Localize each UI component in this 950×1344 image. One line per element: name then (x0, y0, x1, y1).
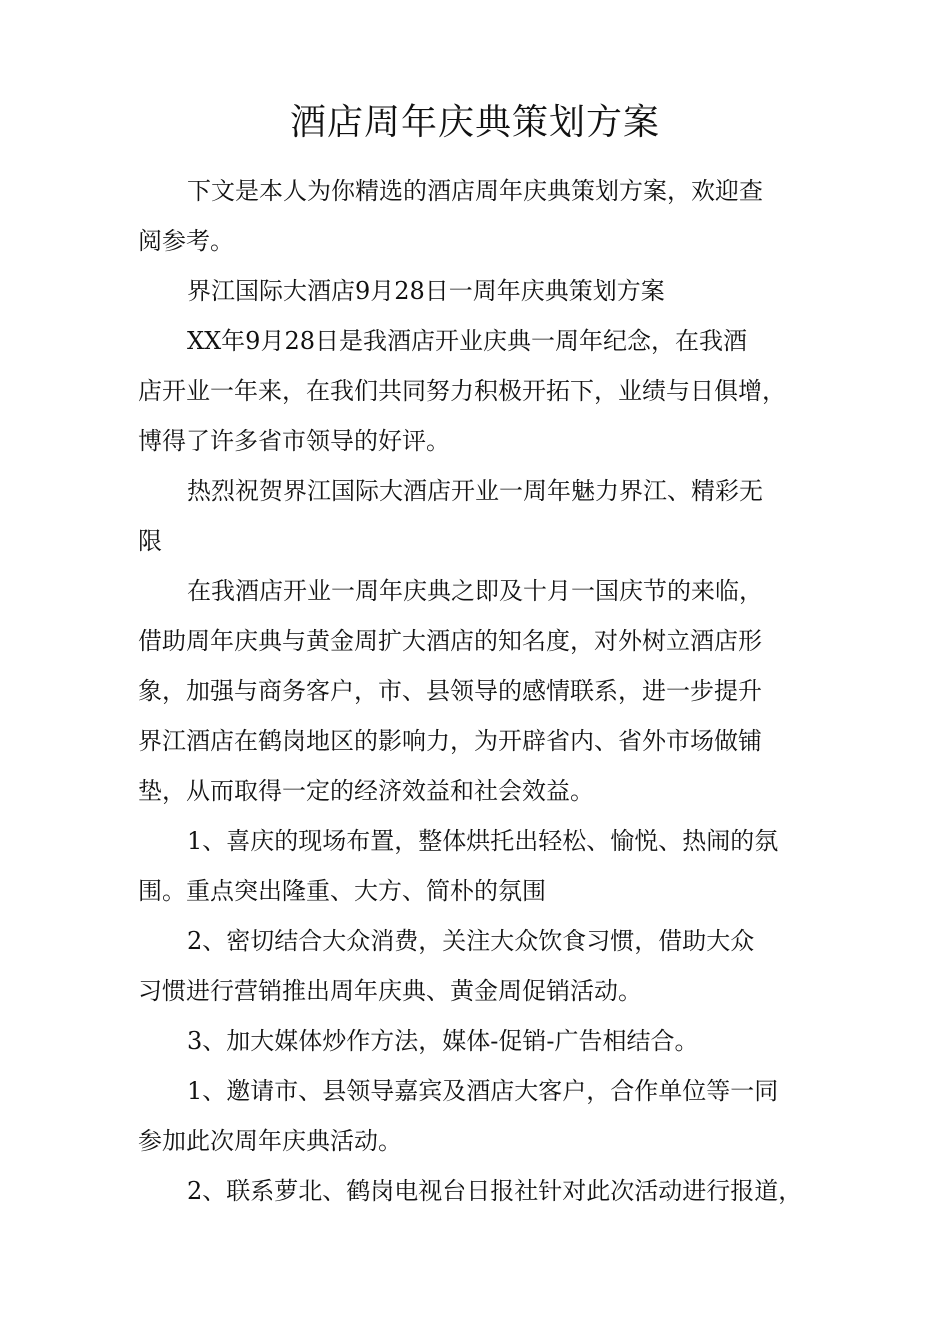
paragraph-line: 2、联系萝北、鹤岗电视台日报社针对此次活动进行报道， (187, 1177, 803, 1205)
paragraph-line: 垫，从而取得一定的经济效益和社会效益。 (138, 777, 594, 805)
paragraph-line: 店开业一年来，在我们共同努力积极开拓下，业绩与日俱增， (138, 377, 786, 405)
document-title: 酒店周年庆典策划方案 (289, 102, 660, 143)
paragraph-line: 1、喜庆的现场布置，整体烘托出轻松、愉悦、热闹的氛 (187, 827, 779, 855)
paragraph-line: 阅参考。 (138, 227, 234, 255)
paragraph-line: 博得了许多省市领导的好评。 (138, 427, 450, 455)
paragraph-line: 界江酒店在鹤岗地区的影响力，为开辟省内、省外市场做铺 (138, 727, 762, 755)
paragraph-line: 1、邀请市、县领导嘉宾及酒店大客户，合作单位等一同 (187, 1077, 779, 1105)
paragraph-line: 象，加强与商务客户，市、县领导的感情联系，进一步提升 (138, 677, 762, 705)
paragraph-line: 3、加大媒体炒作方法，媒体-促销-广告相结合。 (187, 1027, 699, 1055)
paragraph-line: 限 (138, 527, 162, 555)
paragraph-line: 下文是本人为你精选的酒店周年庆典策划方案，欢迎查 (187, 177, 763, 205)
paragraph-line: 围。重点突出隆重、大方、简朴的氛围 (138, 877, 546, 905)
paragraph-line: 在我酒店开业一周年庆典之即及十月一国庆节的来临， (187, 577, 763, 605)
paragraph-line: XX年9月28日是我酒店开业庆典一周年纪念，在我酒 (187, 327, 747, 355)
paragraph-line: 2、密切结合大众消费，关注大众饮食习惯，借助大众 (187, 927, 755, 955)
paragraph-line: 参加此次周年庆典活动。 (138, 1127, 402, 1155)
paragraph-line: 界江国际大酒店9月28日一周年庆典策划方案 (187, 277, 665, 305)
paragraph-line: 借助周年庆典与黄金周扩大酒店的知名度，对外树立酒店形 (138, 627, 762, 655)
paragraph-line: 热烈祝贺界江国际大酒店开业一周年魅力界江、精彩无 (187, 477, 763, 505)
paragraph-line: 习惯进行营销推出周年庆典、黄金周促销活动。 (138, 977, 642, 1005)
